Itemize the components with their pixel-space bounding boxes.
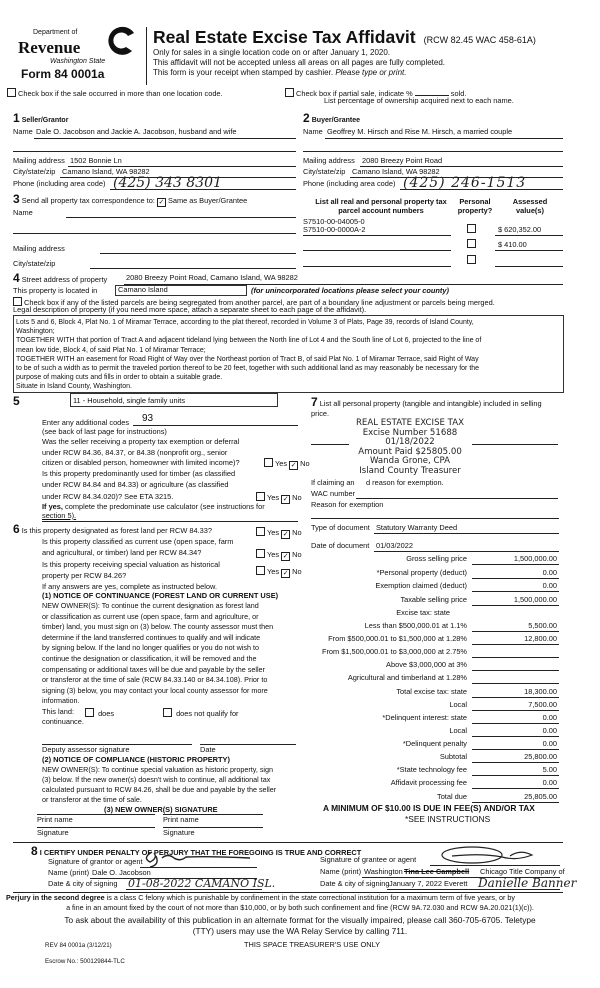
wac-label: WAC number	[311, 489, 356, 498]
underline	[472, 564, 559, 565]
logo-dept-text: Department of	[33, 29, 78, 36]
underline	[472, 631, 559, 632]
notice-line: determine if the land transferred continues to qualify and will indicate	[42, 632, 261, 642]
field-label: Mailing address	[303, 156, 355, 165]
sold-label: sold.	[450, 89, 467, 98]
notice-line: or classification as current use (open space, farm and agriculture, or	[42, 611, 259, 621]
underline	[472, 670, 559, 671]
underline	[472, 605, 559, 606]
section-number: 8	[31, 844, 38, 858]
underline	[472, 710, 559, 711]
treasurer-space-label: THIS SPACE TREASURER'S USE ONLY	[244, 940, 381, 949]
revision-number: REV 84 0001a (3/12/21)	[45, 942, 112, 949]
parcel-header: List all real and personal property tax	[315, 197, 447, 206]
checkbox[interactable]	[163, 708, 172, 717]
assessed-value-header: value(s)	[516, 206, 544, 215]
logo-revenue-text: Revenue	[18, 38, 81, 57]
q-line: Is this property classified as current use (open space, farm	[42, 537, 234, 546]
legal-description-label: Legal description of property (if you need more space, attach a separate sheet to each page of the affidavit).	[13, 305, 367, 314]
yes-checkbox[interactable]	[256, 549, 265, 558]
yes-label: Yes	[267, 528, 280, 537]
q-line: under RCW 84.36, 84.37, or 84.38 (nonprofit org., senior	[42, 447, 228, 457]
tax-row-label: Exemption claimed (deduct)	[375, 581, 467, 590]
forest-yes-no[interactable]	[256, 527, 302, 539]
section-number: 7	[311, 395, 318, 409]
assessed-value[interactable]: $ 410.00	[498, 240, 527, 249]
tax-row-value[interactable]: 0.00	[542, 568, 557, 577]
header-subtitle: This affidavit will not be accepted unless all areas on all pages are fully completed.	[153, 58, 446, 67]
legal-line: purpose of making cuts and fills in order to obtain a suitable grade.	[16, 374, 223, 382]
section-title: Street address of property	[21, 275, 108, 284]
notice-line: calculated pursuant to RCW 84.26, shall be due and payable by the seller	[42, 785, 277, 794]
notice-line: NEW OWNER(S): To continue the current designation as forest land	[42, 601, 259, 610]
buyer-name-field[interactable]: Geoffrey M. Hirsch and Rise M. Hirsch, a married couple	[327, 127, 513, 136]
wac-field[interactable]	[356, 498, 558, 499]
tax-row-label: Local	[449, 726, 467, 735]
personal-property-header: property?	[457, 206, 493, 215]
perjury-notice	[6, 894, 515, 902]
legal-line: TOGETHER WITH that portion of Tract A and adjacent tideland lying between the North line of Lot 4 and the South line of Lot 6, projected to the line of	[16, 337, 482, 345]
field-label: Deputy assessor signature	[42, 745, 130, 754]
checkbox-label: Check box if any of the listed parcels are being segregated from another parcel, are part of a boundary line adjustment or parcels being merged.	[24, 298, 495, 307]
timber-question	[42, 469, 235, 503]
new-owner-signature-title: (3) NEW OWNER(S) SIGNATURE	[104, 805, 218, 814]
field-label: City/state/zip	[303, 167, 346, 176]
underline	[13, 151, 296, 152]
personal-property-checkbox[interactable]	[467, 224, 476, 233]
tax-row-label: Local	[449, 700, 467, 709]
field-label: Name	[13, 127, 33, 136]
no-label: No	[292, 528, 302, 537]
document-date-field[interactable]: 01/03/2022	[376, 541, 413, 550]
seller-phone-field[interactable]: (425) 343 8301	[113, 175, 222, 191]
legal-line: TOGETHER WITH an easement for Road Right of Way over the Northeast portion of Tract B, of said Plat No. 1 of Miramar Terrace, said Right of Way	[16, 355, 479, 363]
tax-row-value[interactable]: 7,500.00	[528, 700, 557, 709]
checkbox[interactable]	[285, 88, 294, 97]
buyer-mailing-field[interactable]: 2080 Breezy Point Road	[362, 156, 443, 165]
header-divider	[146, 27, 147, 85]
underline	[387, 889, 560, 890]
underline	[472, 444, 558, 445]
location-note: (for unincorporated locations please select your county)	[251, 286, 449, 295]
tax-row-value[interactable]: 25,800.00	[524, 752, 557, 761]
field-label: Signature of grantor or agent	[48, 857, 143, 866]
notice-line: information.	[42, 696, 80, 706]
tax-row-label: Above $3,000,000 at 3%	[386, 660, 467, 669]
underline	[400, 189, 563, 190]
stamp-line: Excise Number 51688	[362, 427, 458, 438]
q-line: citizen or disabled person, homeowner with limited income)?	[42, 458, 240, 468]
tax-row-label: Total due	[437, 792, 467, 801]
correspondence-name-field[interactable]	[66, 217, 296, 218]
underline	[311, 444, 349, 445]
checkbox-label: does not qualify for	[176, 709, 239, 718]
field-label: Date & city of signing	[48, 879, 118, 888]
underline	[472, 697, 559, 698]
location-select[interactable]: Camano Island	[115, 285, 247, 296]
notice-line: or transferor at the time of sale (RCW 84.33.140 or 84.34.108). Prior to	[42, 675, 268, 685]
historic-yes-no[interactable]	[256, 566, 302, 578]
underline	[472, 762, 559, 763]
tax-row-value[interactable]: 0.00	[542, 726, 557, 735]
tax-row-value[interactable]: 1,500,000.00	[513, 554, 557, 563]
reason-label: Reason for exemption	[311, 500, 384, 509]
notice-continuance-title: (1) NOTICE OF CONTINUANCE (FOREST LAND OR CURRENT USE)	[42, 591, 279, 600]
field-label: Date	[200, 745, 216, 754]
underline	[374, 551, 559, 552]
section-title: Send all property tax correspondence to:	[21, 196, 155, 205]
notice-line: continue the designation or classification, it will be removed and the	[42, 653, 257, 663]
personal-property-checkbox[interactable]	[467, 239, 476, 248]
current-use-yes-no[interactable]	[256, 549, 302, 561]
stamp-line: Wanda Grone, CPA	[369, 456, 451, 467]
field-label: Signature	[163, 828, 195, 837]
yes-label: Yes	[275, 459, 288, 468]
q-line: Is this property receiving special valuation as historical	[42, 560, 220, 569]
field-label: City/state/zip	[13, 167, 56, 176]
field-label: This property is located in	[13, 286, 98, 295]
underline	[472, 644, 559, 645]
assessed-value[interactable]: $ 620,352.00	[498, 225, 542, 234]
owner-print-name-field[interactable]	[163, 814, 263, 815]
tax-row-value[interactable]: 5,500.00	[528, 621, 557, 630]
field-label: City/state/zip	[13, 259, 56, 268]
see-instructions-note: *SEE INSTRUCTIONS	[405, 814, 491, 824]
tax-row-value[interactable]: 12,800.00	[524, 634, 557, 643]
codes-note: (see back of last page for instructions)	[42, 427, 167, 436]
correspondence-mailing-field[interactable]	[100, 253, 296, 254]
underline	[303, 151, 563, 152]
buyer-city-field[interactable]: Camano Island, WA 98282	[352, 167, 440, 176]
tax-row-value[interactable]: 25,805.00	[524, 792, 557, 801]
grantee-handwritten-name: Danielle Banner	[478, 876, 577, 890]
divider	[13, 842, 563, 843]
notice-compliance-title: (2) NOTICE OF COMPLIANCE (HISTORIC PROPERTY)	[42, 755, 230, 764]
legal-line: Washington;	[16, 328, 55, 336]
tax-row-label: *Personal property (deduct)	[376, 568, 467, 577]
field-label: Date & city of signing	[320, 879, 390, 888]
additional-codes-field[interactable]: 93	[142, 413, 154, 424]
page-title: Real Estate Excise Tax Affidavit	[153, 27, 416, 47]
field-label: Signature of grantee or agent	[320, 855, 417, 864]
checkbox[interactable]	[85, 708, 94, 717]
same-as-buyer-checkbox[interactable]: ✓	[158, 199, 165, 206]
if-yes-bold: If yes,	[42, 502, 63, 511]
tax-row-label: Agricultural and timberland at 1.28%	[347, 673, 467, 682]
notice-line: or transferor at the time of sale.	[42, 795, 142, 804]
logo-swirl-icon	[104, 25, 138, 57]
q-line: Is this property predominantly used for timber (as classified	[42, 469, 236, 478]
alternate-format-note: To ask about the availability of this publication in an alternate format for the visually impaired, please call 360-705-6705. Teletype	[64, 915, 536, 925]
underline	[495, 266, 563, 267]
property-street-field[interactable]: 2080 Breezy Point Road, Camano Island, WA 98282	[126, 273, 298, 282]
q-line: Was the seller receiving a property tax exemption or deferral	[42, 437, 240, 446]
legal-description-box[interactable]	[13, 315, 564, 393]
underline	[472, 775, 559, 776]
field-label: Print name	[163, 815, 199, 824]
reason-field[interactable]	[311, 518, 559, 519]
tax-row-label: Total excise tax: state	[396, 687, 467, 696]
yes-checkbox[interactable]	[256, 492, 265, 501]
underline	[430, 865, 560, 866]
this-land-label: This land:	[42, 707, 75, 716]
tax-row-label: *Delinquent penalty	[402, 739, 467, 748]
field-label: Type of document	[311, 523, 370, 532]
underline	[472, 749, 559, 750]
field-label: Name (print)	[320, 867, 362, 876]
multi-location-checkbox[interactable]	[7, 88, 223, 99]
field-label: Signature	[37, 828, 69, 837]
buyer-phone-field[interactable]: (425) 246-1513	[403, 175, 527, 191]
section-title: Buyer/Grantee	[311, 117, 360, 124]
grantee-name-field[interactable]: Washington	[364, 867, 403, 876]
current-use-question	[42, 537, 233, 558]
underline	[140, 867, 257, 868]
underline	[13, 233, 296, 234]
tax-row-label: From $500,000.01 to $1,500,000 at 1.28%	[328, 634, 467, 643]
field-label: Mailing address	[13, 156, 65, 165]
q-line: under RCW 84.34.020)? See ETA 3215.	[42, 492, 174, 502]
field-label: Enter any additional codes	[42, 418, 130, 427]
document-type-field[interactable]: Statutory Warranty Deed	[376, 523, 458, 532]
certify-text: I CERTIFY UNDER PENALTY OF PERJURY THAT THE FOREGOING IS TRUE AND CORRECT	[39, 848, 362, 857]
escrow-number: Escrow No.: 500129844-TLC	[45, 958, 125, 965]
section-number: 2	[303, 111, 310, 125]
seller-name-field[interactable]: Dale O. Jacobson and Jackie A. Jacobson, husband and wife	[36, 127, 237, 136]
no-checkbox[interactable]: ✓	[282, 496, 289, 503]
underline	[374, 533, 559, 534]
underline	[34, 138, 296, 139]
notice-line: NEW OWNER(S): To continue special valuation as historic property, sign	[42, 765, 274, 774]
no-label: No	[292, 550, 302, 559]
q-line: property per RCW 84.26?	[42, 570, 127, 580]
legal-description-text	[16, 318, 481, 392]
section-title: List all personal property (tangible and intangible) included in selling	[319, 399, 542, 408]
personal-property-checkbox[interactable]	[467, 255, 476, 264]
grantee-name-struck: Tina Lee Campbell	[404, 867, 470, 876]
underline	[472, 723, 559, 724]
field-label: Mailing address	[13, 244, 65, 253]
underline	[110, 189, 296, 190]
use-code-select[interactable]: 11 - Household, single family units	[70, 393, 278, 407]
stamp-line: REAL ESTATE EXCISE TAX	[355, 418, 465, 428]
ownership-note: List percentage of ownership acquired next to each name.	[324, 96, 514, 105]
underline	[472, 591, 559, 592]
underline	[133, 425, 298, 426]
alternate-format-note: (TTY) users may use the WA Relay Service by calling 711.	[192, 926, 408, 936]
personal-property-heading	[311, 396, 542, 410]
section-number: 5	[13, 394, 20, 408]
tax-row-label: Subtotal	[439, 752, 467, 761]
treasurer-stamp	[352, 419, 468, 477]
no-checkbox[interactable]: ✓	[282, 570, 289, 577]
perjury-bold: Perjury in the second degree	[6, 893, 105, 902]
tax-row-value[interactable]: 0.00	[542, 778, 557, 787]
sub3-text: This form is your receipt when stamped by cashier.	[153, 68, 334, 77]
title-reference: (RCW 82.45 WAC 458-61A)	[423, 35, 536, 45]
underline	[472, 683, 559, 684]
notice-compliance-text	[42, 765, 276, 805]
checkbox-label: Check box if the sale occurred in more than one location code.	[18, 89, 223, 98]
grantee-signature[interactable]	[432, 845, 542, 865]
field-label: Print name	[37, 815, 73, 824]
perjury-text: a fine in an amount fixed by the court of not more than $10,000, or by both such confinement and fine (RCW 9A.72.030 and RCW 9A.20.021(1)(c)).	[66, 903, 534, 912]
no-label: No	[300, 459, 310, 468]
stamp-line: Amount Paid $25805.00	[358, 446, 462, 457]
assessed-value-header: Assessed	[512, 197, 548, 206]
notice-continuance-text	[42, 601, 273, 707]
tax-row-value[interactable]: 0.00	[542, 581, 557, 590]
underline	[472, 578, 559, 579]
logo-state-text: Washington State	[50, 58, 106, 65]
q-line: Is this property designated as forest land per RCW 84.33?	[21, 526, 212, 535]
underline	[126, 889, 262, 890]
divider	[42, 521, 298, 522]
if-any-note: If any answers are yes, complete as instructed below.	[42, 582, 217, 591]
section-number: 6	[13, 522, 20, 536]
field-label: Name (print)	[48, 868, 90, 877]
no-checkbox[interactable]: ✓	[282, 531, 289, 538]
tax-row-value[interactable]: 1,500,000.00	[513, 595, 557, 604]
header-subtitle: Only for sales in a single location code on or after January 1, 2020.	[153, 48, 391, 57]
notice-line: timber) land, you must sign on (3) below. The county assessor must then	[42, 622, 274, 632]
parcel-header: parcel account numbers	[338, 206, 424, 215]
legal-line: Lots 5 and 6, Block 4, Plat No. 1 of Miramar Terrace, according to the plat thereof, recorded in Volume 3 of Plats, Page 39, records of Island County,	[16, 319, 474, 326]
claiming-label: d reason for exemption.	[366, 478, 444, 487]
tax-row-value[interactable]: 0.00	[542, 713, 557, 722]
grantee-date-city-field[interactable]: January 7, 2022 Everett	[389, 879, 468, 888]
underline	[325, 138, 563, 139]
if-yes-text: complete the predominate use calculator (see instructions for	[65, 502, 265, 511]
does-not-qualify-checkbox[interactable]	[163, 708, 239, 719]
q-line: under RCW 84.84 and 84.33) or agriculture (as classified	[42, 479, 229, 489]
section-number: 1	[13, 111, 20, 125]
tax-row-label: Taxable selling price	[400, 595, 467, 604]
tax-row-label: Excise tax: state	[396, 608, 450, 617]
grantor-name-field[interactable]: Dale O. Jacobson	[92, 868, 151, 877]
field-label: Phone (including area code)	[303, 179, 396, 188]
if-yes-text: section 5).	[42, 511, 77, 520]
no-label: No	[292, 493, 302, 502]
correspondence-city-field[interactable]	[90, 268, 296, 269]
grantor-signature[interactable]	[140, 850, 260, 868]
underline	[303, 235, 451, 236]
continuance-label: continuance.	[42, 717, 84, 726]
seller-mailing-field[interactable]: 1502 Bonnie Ln	[70, 156, 122, 165]
underline	[303, 250, 451, 251]
yes-label: Yes	[267, 493, 280, 502]
sub3-italic: Please type or print.	[335, 68, 407, 77]
does-qualify-checkbox[interactable]	[85, 708, 114, 719]
form-number: Form 84 0001a	[21, 67, 105, 81]
tax-row-value[interactable]: 0.00	[542, 739, 557, 748]
tax-row-label: From $1,500,000.01 to $3,000,000 at 2.75%	[321, 647, 467, 656]
parcel-number[interactable]: S7510-00-0000A-2	[303, 225, 366, 234]
no-label: No	[292, 567, 302, 576]
grantee-company: Chicago Title Company of	[480, 867, 565, 876]
section-title: price.	[311, 409, 330, 418]
parcel-number[interactable]: S7510-00-04005-0	[303, 217, 365, 226]
stamp-line: Island County Treasurer	[359, 465, 461, 476]
tax-row-label: *Delinquent interest: state	[382, 713, 467, 722]
legal-line: mean low tide, Block 4, of said Plat No. 1 of Miramar Terrace;	[16, 346, 206, 354]
legal-line: to be of such a width as to permit the traveled portion thereof to be 20 feet, together with such additional land as may reasonably be necessary for the	[16, 365, 480, 373]
field-label: Date of document	[311, 541, 370, 550]
exemption-yes-no[interactable]	[264, 458, 310, 470]
no-checkbox[interactable]: ✓	[290, 462, 297, 469]
perjury-text: is a class C felony which is punishable by confinement in the state correctional institution for a maximum term of five years, or by	[106, 893, 515, 902]
yes-label: Yes	[267, 567, 280, 576]
seller-heading	[13, 112, 68, 126]
notice-line: by signing below. If the land no longer qualifies or you do not wish to	[42, 643, 259, 653]
personal-property-header: Personal	[459, 197, 491, 206]
section-number: 3	[13, 192, 20, 206]
correspondence-heading	[13, 193, 247, 207]
claiming-label: If claiming an	[311, 478, 355, 487]
exemption-question	[42, 437, 240, 469]
buyer-heading	[303, 112, 360, 126]
tax-row-value[interactable]: 18,300.00	[524, 687, 557, 696]
underline	[472, 788, 559, 789]
field-label: Name	[303, 127, 323, 136]
header-subtitle	[153, 68, 406, 77]
property-heading	[13, 272, 107, 286]
section-number: 4	[13, 271, 20, 285]
section-title: Seller/Grantor	[21, 117, 69, 124]
owner-print-name-field[interactable]	[37, 814, 155, 815]
checkbox-label: Same as Buyer/Grantee	[167, 196, 248, 205]
forest-question	[13, 523, 212, 537]
historic-question	[42, 560, 220, 581]
yes-label: Yes	[267, 550, 280, 559]
checkbox-label: does	[98, 709, 115, 718]
stamp-line: 01/18/2022	[385, 437, 435, 448]
underline	[303, 266, 451, 267]
yes-checkbox[interactable]	[256, 527, 265, 536]
tax-row-label: *State technology fee	[396, 765, 467, 774]
checkbox-label: Check box if partial sale, indicate %	[296, 89, 413, 98]
notice-line: signing (3) below, you may contact your local county assessor for more	[42, 685, 268, 695]
underline	[472, 657, 559, 658]
legal-line: Situate in Island County, Washington.	[16, 383, 132, 391]
tax-row-value[interactable]: 5.00	[542, 765, 557, 774]
underline	[495, 250, 563, 251]
grantor-date-city-field[interactable]: 01-08-2022 CAMANO ISL.	[128, 877, 276, 890]
notice-line: compensating or additional taxes will be due and payable by the seller	[42, 664, 265, 674]
checkbox[interactable]	[7, 88, 16, 97]
q-line: and agricultural, or timber) land per RCW 84.34?	[42, 547, 202, 557]
title-row	[153, 27, 536, 48]
tax-row-label: Affidavit processing fee	[390, 778, 467, 787]
notice-line: (3) below. If the new owner(s) doesn't wish to continue, all additional tax	[42, 775, 271, 784]
tax-row-label: Gross selling price	[406, 554, 467, 563]
tax-row-label: Less than $500,000.01 at 1.1%	[364, 621, 467, 630]
seller-city-field[interactable]: Camano Island, WA 98282	[62, 167, 150, 176]
yes-checkbox[interactable]	[256, 566, 265, 575]
yes-checkbox[interactable]	[264, 458, 273, 467]
underline	[495, 235, 563, 236]
no-checkbox[interactable]: ✓	[282, 553, 289, 560]
field-label: Name	[13, 208, 33, 217]
underline	[472, 736, 559, 737]
field-label: Phone (including area code)	[13, 179, 106, 188]
minimum-due-note: A MINIMUM OF $10.00 IS DUE IN FEE(S) AND/OR TAX	[323, 803, 535, 813]
